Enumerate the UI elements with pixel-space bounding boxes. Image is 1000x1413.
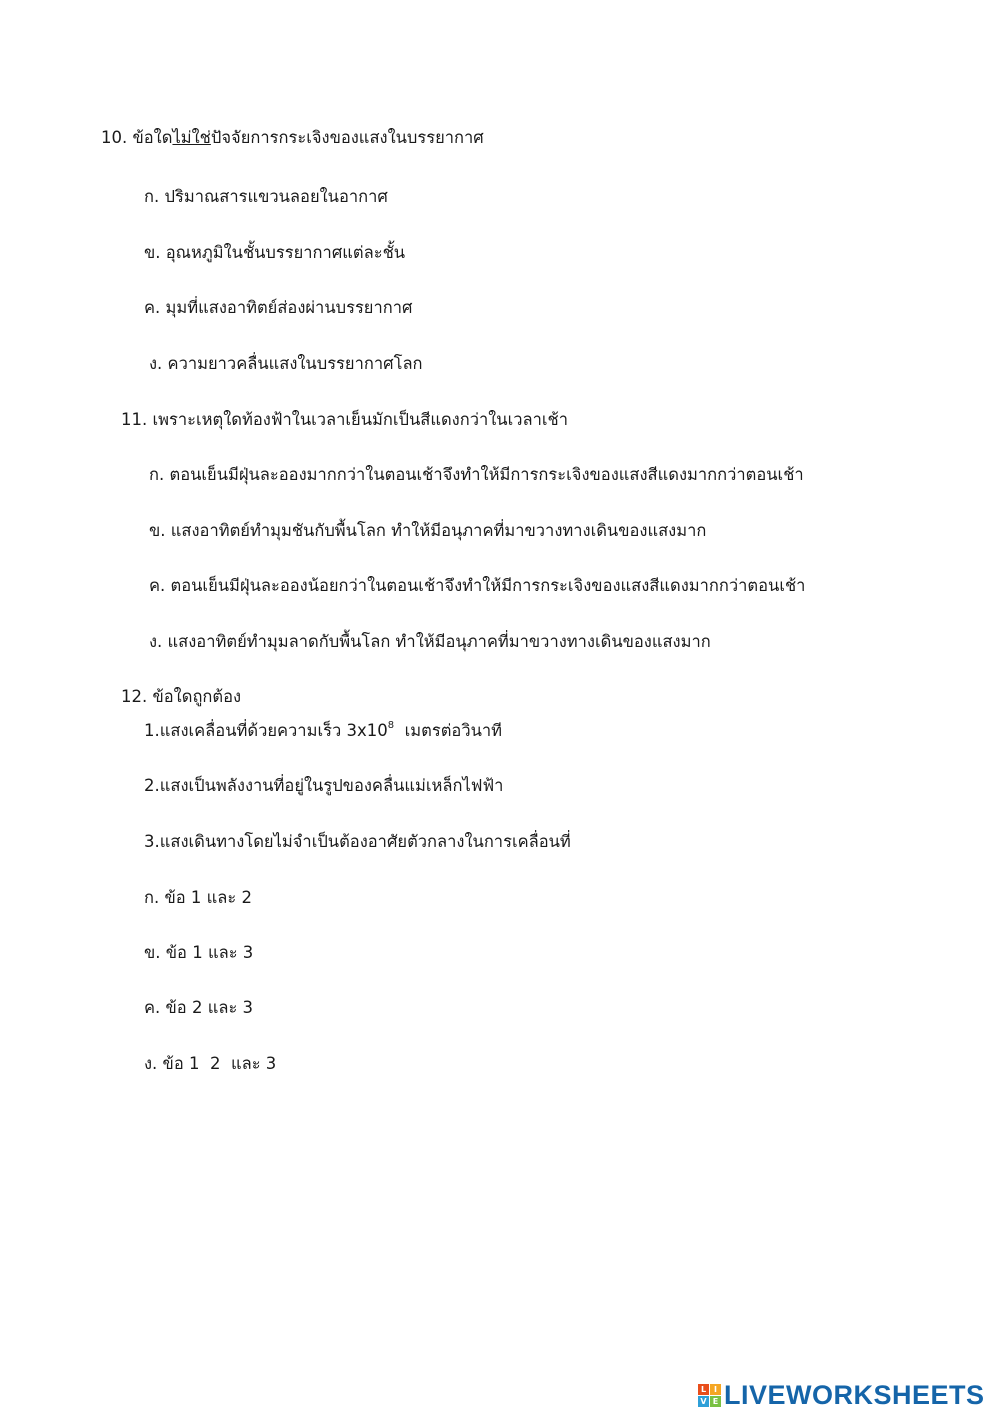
question-10-underlined-word: ไม่ใช่ <box>172 128 211 147</box>
question-11-choice-c[interactable]: ค. ตอนเย็นมีฝุ่นละอองน้อยกว่าในตอนเช้าจึงทำให้มีการกระเจิงของแสงสีแดงมากกว่าตอนเช้า <box>149 576 806 595</box>
question-10-choice-a[interactable]: ก. ปริมาณสารแขวนลอยในอากาศ <box>144 187 388 206</box>
question-11-prompt: 11. เพราะเหตุใดท้องฟ้าในเวลาเย็นมักเป็นสีแดงกว่าในเวลาเช้า <box>121 410 568 429</box>
question-10-choice-c[interactable]: ค. มุมที่แสงอาทิตย์ส่องผ่านบรรยากาศ <box>144 298 413 317</box>
statement-1-exponent: 8 <box>387 719 395 731</box>
statement-1-suffix: เมตรต่อวินาที <box>394 721 503 740</box>
question-10-prompt <box>101 127 484 149</box>
question-12-statement-2: 2.แสงเป็นพลังงานที่อยู่ในรูปของคลื่นแม่เหล็กไฟฟ้า <box>144 776 504 795</box>
question-11-choice-b[interactable]: ข. แสงอาทิตย์ทำมุมชันกับพื้นโลก ทำให้มีอนุภาคที่มาขวางทางเดินของแสงมาก <box>149 521 707 540</box>
question-12-prompt: 12. ข้อใดถูกต้อง <box>121 687 242 706</box>
question-12-choice-d[interactable]: ง. ข้อ 1 2 และ 3 <box>144 1054 277 1073</box>
question-11-choice-a[interactable]: ก. ตอนเย็นมีฝุ่นละอองมากกว่าในตอนเช้าจึงทำให้มีการกระเจิงของแสงสีแดงมากกว่าตอนเช้า <box>149 465 804 484</box>
question-10-choice-d[interactable]: ง. ความยาวคลื่นแสงในบรรยากาศโลก <box>149 354 423 373</box>
question-10-choice-b[interactable]: ข. อุณหภูมิในชั้นบรรยากาศแต่ละชั้น <box>144 243 406 262</box>
question-11-choice-d[interactable]: ง. แสงอาทิตย์ทำมุมลาดกับพื้นโลก ทำให้มีอนุภาคที่มาขวางทางเดินของแสงมาก <box>149 632 711 651</box>
question-12-statement-1 <box>144 720 502 742</box>
logo-block-i: I <box>710 1384 721 1395</box>
question-10-suffix: ปัจจัยการกระเจิงของแสงในบรรยากาศ <box>210 128 484 147</box>
question-12-choice-a[interactable]: ก. ข้อ 1 และ 2 <box>144 888 253 907</box>
logo-block-v: V <box>698 1396 709 1407</box>
question-12-choice-c[interactable]: ค. ข้อ 2 และ 3 <box>144 998 254 1017</box>
logo-blocks-icon <box>698 1384 721 1407</box>
liveworksheets-logo <box>698 1378 985 1412</box>
logo-block-l: L <box>698 1384 709 1395</box>
question-12-statement-3: 3.แสงเดินทางโดยไม่จำเป็นต้องอาศัยตัวกลางในการเคลื่อนที่ <box>144 832 571 851</box>
logo-text: LIVEWORKSHEETS <box>724 1379 985 1410</box>
logo-block-e: E <box>710 1396 721 1407</box>
question-12-choice-b[interactable]: ข. ข้อ 1 และ 3 <box>144 943 254 962</box>
statement-1-prefix: 1.แสงเคลื่อนที่ด้วยความเร็ว 3x10 <box>144 721 388 740</box>
question-10-prefix: 10. ข้อใด <box>101 128 173 147</box>
